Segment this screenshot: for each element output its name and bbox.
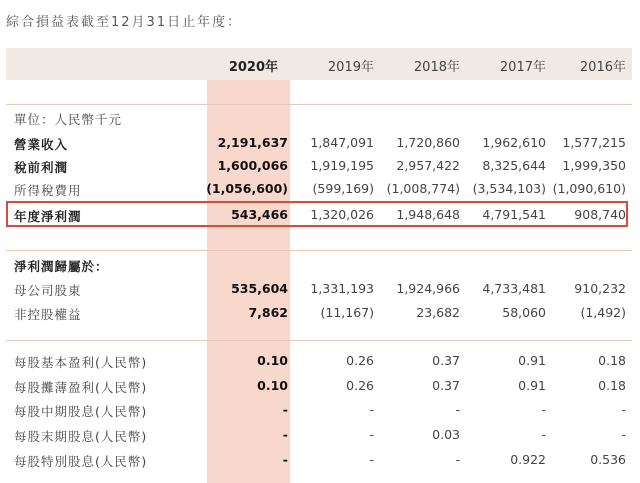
cell-value: 0.26 xyxy=(346,378,374,393)
cell-value: 2,191,637 xyxy=(217,135,288,150)
cell-value: - xyxy=(282,402,288,417)
row-label: 每股特別股息(人民幣) xyxy=(14,454,148,469)
row-label: 每股攤薄盈利(人民幣) xyxy=(14,380,148,395)
cell-value: 23,682 xyxy=(416,305,460,320)
cell-value: 1,600,066 xyxy=(217,158,288,173)
table-header xyxy=(6,48,632,80)
cell-value: 0.922 xyxy=(510,452,546,467)
table-row xyxy=(6,350,632,372)
cell-value: 543,466 xyxy=(231,207,288,222)
cell-value: (1,056,600) xyxy=(206,181,288,196)
cell-value: - xyxy=(621,402,626,417)
cell-value: 0.37 xyxy=(432,378,460,393)
cell-value: 0.10 xyxy=(257,353,288,368)
cell-value: 0.91 xyxy=(518,378,546,393)
cell-value: 0.03 xyxy=(432,427,460,442)
column-header-2017: 2017年 xyxy=(499,60,546,75)
cell-value: - xyxy=(369,452,374,467)
cell-value: (11,167) xyxy=(320,305,374,320)
unit-label: 單位：人民幣千元 xyxy=(14,112,123,127)
cell-value: - xyxy=(282,427,288,442)
cell-value: - xyxy=(455,452,460,467)
cell-value: 0.26 xyxy=(346,353,374,368)
table-row xyxy=(6,302,632,324)
cell-value: 1,847,091 xyxy=(310,135,374,150)
cell-value: (599,169) xyxy=(312,181,374,196)
cell-value: 1,320,026 xyxy=(310,207,374,222)
cell-value: 1,999,350 xyxy=(562,158,626,173)
column-header-2018: 2018年 xyxy=(413,60,460,75)
table-row xyxy=(6,424,632,446)
row-label: 稅前利潤 xyxy=(14,160,69,175)
cell-value: 1,331,193 xyxy=(310,281,374,296)
cell-value: 1,577,215 xyxy=(562,135,626,150)
cell-value: - xyxy=(455,402,460,417)
cell-value: - xyxy=(541,427,546,442)
cell-value: (1,090,610) xyxy=(552,181,626,196)
cell-value: 0.10 xyxy=(257,378,288,393)
cell-value: (3,534,103) xyxy=(472,181,546,196)
cell-value: 910,232 xyxy=(574,281,626,296)
cell-value: (1,492) xyxy=(580,305,626,320)
net-profit-highlight-box xyxy=(6,201,628,227)
table-row xyxy=(6,155,632,177)
cell-value: 1,948,648 xyxy=(396,207,460,222)
cell-value: - xyxy=(621,427,626,442)
cell-value: 4,791,541 xyxy=(482,207,546,222)
row-divider xyxy=(6,250,632,251)
row-label: 營業收入 xyxy=(14,137,69,152)
cell-value: - xyxy=(541,402,546,417)
row-label: 母公司股東 xyxy=(14,283,82,298)
cell-value: - xyxy=(369,402,374,417)
row-label: 每股末期股息(人民幣) xyxy=(14,429,148,444)
unit-label-row xyxy=(6,107,632,129)
cell-value: 1,720,860 xyxy=(396,135,460,150)
row-label: 每股基本盈利(人民幣) xyxy=(14,355,148,370)
table-row xyxy=(6,132,632,154)
page-title: 綜合損益表截至12月31日止年度： xyxy=(6,15,243,30)
table-row xyxy=(6,449,632,471)
cell-value: 8,325,644 xyxy=(482,158,546,173)
cell-value: 7,862 xyxy=(248,305,288,320)
row-label: 年度淨利潤 xyxy=(14,209,82,224)
column-header-2019: 2019年 xyxy=(327,60,374,75)
row-label: 所得稅費用 xyxy=(14,183,82,198)
cell-value: 58,060 xyxy=(502,305,546,320)
table-row xyxy=(6,375,632,397)
cell-value: 4,733,481 xyxy=(482,281,546,296)
cell-value: 908,740 xyxy=(574,207,626,222)
cell-value: 535,604 xyxy=(231,281,288,296)
column-header-2016: 2016年 xyxy=(579,60,626,75)
cell-value: - xyxy=(369,427,374,442)
section-label-row xyxy=(6,254,632,276)
cell-value: 0.536 xyxy=(590,452,626,467)
row-divider xyxy=(6,340,632,341)
cell-value: 1,919,195 xyxy=(310,158,374,173)
row-label: 非控股權益 xyxy=(14,307,82,322)
row-divider xyxy=(6,104,632,105)
cell-value: 1,924,966 xyxy=(396,281,460,296)
cell-value: 1,962,610 xyxy=(482,135,546,150)
table-row xyxy=(6,178,632,200)
table-row xyxy=(6,399,632,421)
cell-value: - xyxy=(282,452,288,467)
cell-value: 0.18 xyxy=(598,378,626,393)
table-row xyxy=(6,278,632,300)
cell-value: (1,008,774) xyxy=(386,181,460,196)
column-header-2020: 2020年 xyxy=(228,60,278,75)
cell-value: 0.37 xyxy=(432,353,460,368)
cell-value: 0.91 xyxy=(518,353,546,368)
section-label: 淨利潤歸屬於： xyxy=(14,259,109,274)
row-label: 每股中期股息(人民幣) xyxy=(14,404,148,419)
cell-value: 2,957,422 xyxy=(396,158,460,173)
cell-value: 0.18 xyxy=(598,353,626,368)
